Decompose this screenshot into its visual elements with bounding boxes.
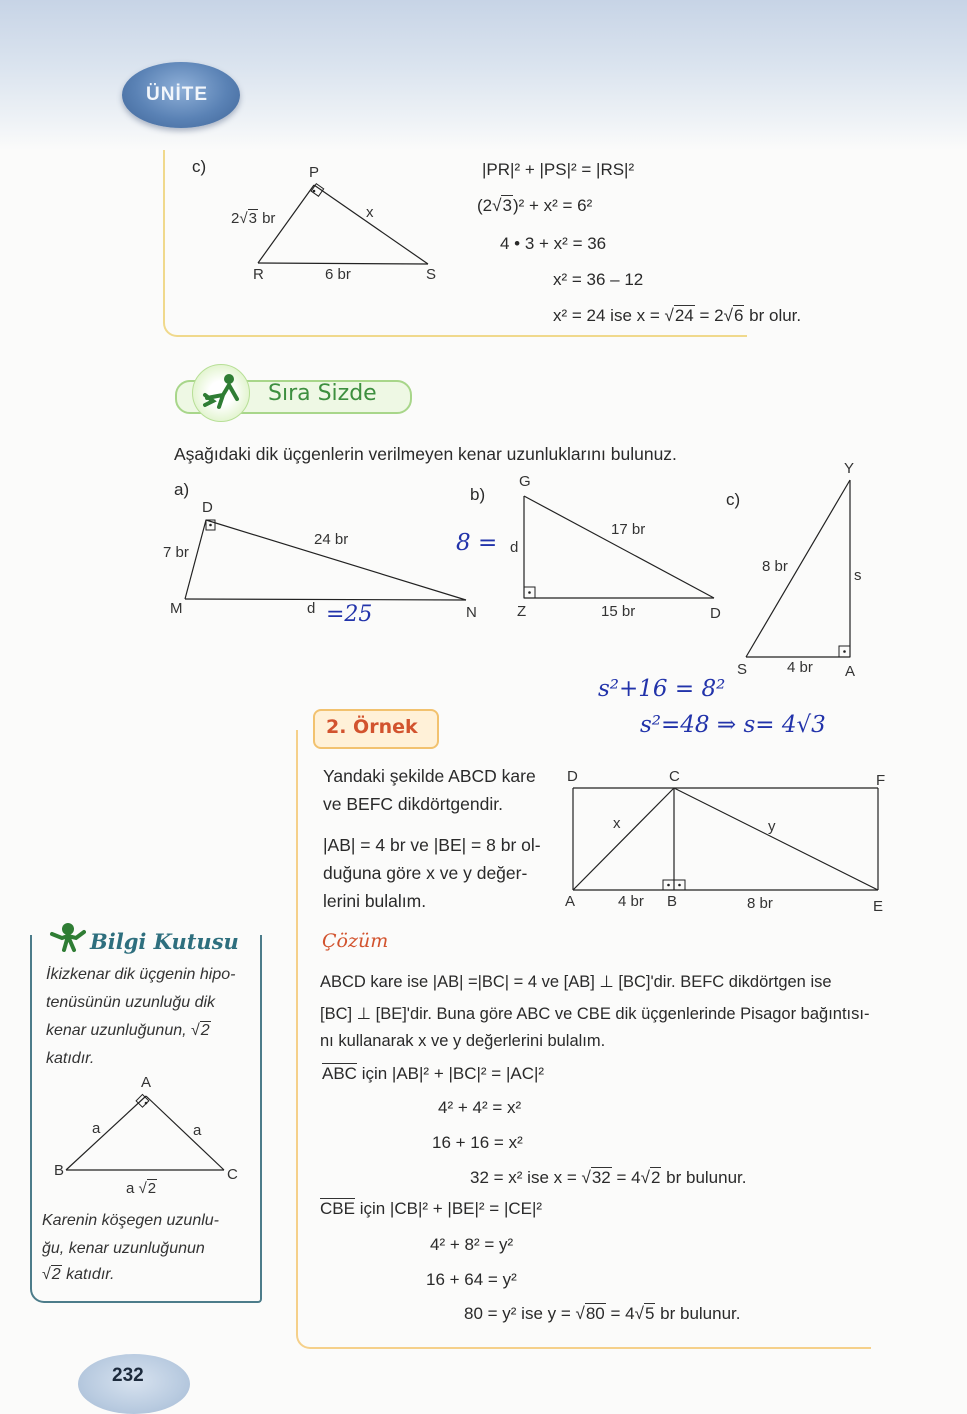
side-rs-label: 6 br — [325, 266, 351, 283]
vertex-m: M — [170, 600, 183, 617]
side-ps-label: x — [366, 204, 374, 221]
side-gd — [524, 496, 714, 598]
problem-line-5: lerini bulalım. — [323, 891, 427, 911]
side-rs — [258, 263, 428, 264]
side-a-left-label: a — [92, 1120, 101, 1137]
side-zd-label: 15 br — [601, 603, 636, 620]
side-pr-label: 2√ 3 br — [231, 210, 275, 227]
side-ps — [314, 185, 428, 264]
side-dn-label: 24 br — [314, 531, 349, 548]
side-mn — [185, 599, 466, 600]
info-text2-line-2: ğu, kenar uzunluğunun — [42, 1240, 205, 1257]
abc-step-1: 4² + 4² = x² — [438, 1098, 522, 1117]
right-angle-dot — [145, 1102, 148, 1105]
right-angle-dot — [528, 591, 531, 594]
exercise-b-label: b) — [470, 485, 486, 504]
unit-badge — [122, 62, 240, 128]
cbe-heading: CBE için |CB|² + |BE|² = |CE|² — [320, 1199, 543, 1218]
abc-step-3: 32 = x² ise x = √ 32 = 4√ 2 br bulunur. — [470, 1168, 746, 1188]
info-text-line-3: kenar uzunluğunun, √ 2 — [46, 1022, 211, 1040]
vertex-d-ex: D — [567, 768, 578, 785]
vertex-z: Z — [517, 603, 527, 620]
handwritten-answer-a: =25 — [326, 602, 373, 627]
segment-y-label: y — [768, 818, 776, 835]
handwritten-equation-1: s²+16 = 8² — [598, 676, 726, 702]
vertex-d: D — [202, 499, 213, 516]
vertex-b-info: B — [54, 1162, 65, 1179]
problem-line-2: ve BEFC dikdörtgendir. — [323, 794, 503, 814]
unit-badge-label: ÜNİTE — [146, 84, 208, 105]
vertex-n: N — [466, 604, 477, 621]
square-rectangle-figure — [565, 780, 885, 895]
side-sa-label: 4 br — [787, 659, 813, 676]
exercise-instruction: Aşağıdaki dik üçgenlerin verilmeyen kenar uzunluklarını bulunuz. — [174, 444, 677, 464]
problem-line-4: duğuna göre x ve y değer- — [323, 863, 528, 883]
right-angle-dot — [313, 190, 316, 193]
info-text2-line-3: √ 2 katıdır. — [42, 1266, 114, 1284]
step-3: 4 • 3 + x² = 36 — [500, 234, 607, 253]
solution-line-1: ABCD kare ise |AB| =|BC| = 4 ve [AB] ⊥ [BC]'dir. BEFC dikdörtgen ise — [320, 973, 832, 991]
segment-x-label: x — [613, 815, 621, 832]
triangle-dmn-figure — [180, 515, 480, 610]
vertex-f-ex: F — [876, 772, 886, 789]
side-sy-label: 8 br — [762, 558, 788, 575]
vertex-a-info: A — [141, 1074, 152, 1091]
right-angle-dot — [843, 650, 846, 653]
cbe-step-3: 80 = y² ise y = √ 80 = 4√ 5 br bulunur. — [464, 1304, 740, 1324]
example-2-title: 2. Örnek — [326, 716, 418, 738]
segment-ce — [674, 788, 878, 890]
solution-line-2: [BC] ⊥ [BE]'dir. Buna göre ABC ve CBE dik üçgenlerinde Pisagor bağıntısı- — [320, 1005, 870, 1023]
problem-line-1: Yandaki şekilde ABCD kare — [323, 766, 536, 786]
handwritten-answer-b: 8 = — [456, 530, 498, 556]
segment-be-label: 8 br — [747, 895, 773, 912]
handwritten-equation-2: s²=48 ⇒ s= 4√3 — [640, 712, 826, 738]
step-5: x² = 24 ise x = √ 24 = 2√ 6 br olur. — [553, 306, 801, 326]
vertex-s: S — [426, 266, 437, 283]
info-box-title: Bilgi Kutusu — [90, 929, 239, 954]
page-number: 232 — [112, 1365, 144, 1386]
info-person-icon — [48, 922, 86, 956]
exercise-person-graphic — [193, 365, 249, 421]
isosceles-right-triangle-figure — [60, 1090, 235, 1180]
segment-ac — [573, 788, 674, 890]
vertex-y: Y — [844, 460, 855, 477]
vertex-e-ex: E — [873, 898, 884, 915]
abc-step-2: 16 + 16 = x² — [432, 1133, 523, 1152]
problem-line-3: |AB| = 4 br ve |BE| = 8 br ol- — [323, 835, 541, 855]
sira-sizde-title: Sıra Sizde — [268, 381, 377, 406]
vertex-p: P — [309, 164, 320, 181]
solution-title: Çözüm — [322, 930, 389, 952]
hypotenuse-label: a √ 2 — [126, 1180, 157, 1197]
exercise-person-icon — [192, 364, 250, 422]
step-2: (2√ 3)² + x² = 6² — [477, 196, 592, 216]
triangle-gzd-figure — [518, 490, 723, 605]
side-gd-label: 17 br — [611, 521, 646, 538]
side-gz-label: d — [510, 539, 519, 556]
step-1: |PR|² + |PS|² = |RS|² — [482, 160, 635, 179]
right-angle-dot — [209, 524, 212, 527]
info-text-line-4: katıdır. — [46, 1050, 95, 1067]
side-a-right-label: a — [193, 1122, 202, 1139]
side-mn-label: d — [307, 600, 316, 617]
vertex-g: G — [519, 473, 531, 490]
vertex-b-ex: B — [667, 893, 678, 910]
step-4: x² = 36 – 12 — [553, 270, 644, 289]
vertex-r: R — [253, 266, 264, 283]
vertex-c-ex: C — [669, 768, 680, 785]
side-ac — [146, 1096, 224, 1170]
exercise-a-label: a) — [174, 480, 190, 499]
triangle-sya-figure — [740, 475, 860, 660]
side-ay-label: s — [854, 567, 862, 584]
segment-ab-label: 4 br — [618, 893, 644, 910]
right-angle-dot — [678, 884, 681, 887]
right-angle-dot — [667, 884, 670, 887]
solution-line-3: nı kullanarak x ve y değerlerini bulalım. — [320, 1032, 606, 1050]
side-ab — [66, 1096, 146, 1170]
part-c-label: c) — [192, 157, 207, 176]
side-dm-label: 7 br — [163, 544, 189, 561]
vertex-a-c: A — [845, 663, 856, 680]
vertex-a-ex: A — [565, 893, 576, 910]
abc-heading: ABC için |AB|² + |BC|² = |AC|² — [322, 1064, 545, 1083]
vertex-s-c: S — [737, 661, 748, 678]
info-text-line-1: İkizkenar dik üçgenin hipo- — [46, 966, 236, 983]
cbe-step-2: 16 + 64 = y² — [426, 1270, 517, 1289]
cbe-step-1: 4² + 8² = y² — [430, 1235, 514, 1254]
info-text2-line-1: Karenin köşegen uzunlu- — [42, 1212, 220, 1229]
vertex-c-info: C — [227, 1166, 238, 1183]
vertex-d-b: D — [710, 605, 721, 622]
exercise-c-label: c) — [726, 490, 741, 509]
info-text-line-2: tenüsünün uzunluğu dik — [46, 994, 216, 1011]
